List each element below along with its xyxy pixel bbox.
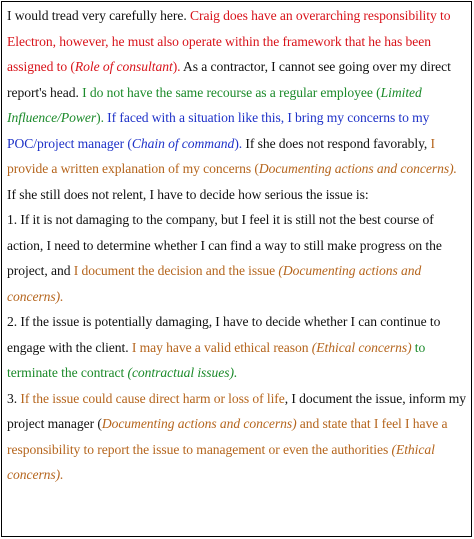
text-segment: As a contractor, I cannot see going over my direct report's head. [7,59,451,100]
text-segment: (Ethical concerns). [7,441,435,482]
paragraph-item-1 [7,207,469,309]
text-segment: and state that I feel I have a responsibility to report the issue to management or even the authorities [7,416,448,457]
text-segment: 3. [7,390,21,406]
text-segment: Role of consultant [74,59,173,74]
text-segment: If she does not respond favorably, [242,135,431,151]
text-segment: (Documenting actions and concerns). [7,263,422,304]
text-segment: I provide a written explanation of my concerns ( [7,135,436,176]
paragraph-intro [7,3,469,207]
text-segment: (Ethical concerns) [311,339,412,355]
text-segment: If the issue could cause direct harm or loss of life [20,390,285,406]
text-segment: 2. If the issue is potentially damaging, I have to decide whether I can continue to engage with the client. [7,314,441,355]
text-segment: (contractual issues). [127,365,238,380]
paragraph-item-2 [7,309,469,386]
text-segment: ). [96,110,104,125]
text-segment: ). [172,59,181,74]
text-segment: Chain of command [131,135,235,151]
text-segment: , I document the issue, inform my project manager ( [7,390,467,431]
document-frame [1,1,472,537]
text-segment: I document the decision and the issue [73,263,279,278]
text-segment: I do not have the same recourse as a regular employee ( [82,84,381,100]
text-segment: ). [234,135,243,151]
text-segment: 1. If it is not damaging to the company, but I feel it is still not the best course of action, I need to determine whether I can find a way to still make progress on the project, and [7,212,442,278]
text-segment: Limited Influence/Power [7,84,422,125]
text-segment: I would tread very carefully here. [7,8,190,23]
text-segment: Documenting actions and concerns) [101,416,297,431]
document-body [7,3,469,488]
text-segment: Documenting actions and concerns). [258,161,457,176]
text-segment: If she still does not relent, I have to decide how serious the issue is: [7,186,369,202]
text-segment: Craig does have an overarching responsibility to Electron, however, he must also operate within the framework that he has been assigned to ( [7,8,451,74]
paragraph-item-3 [7,386,469,488]
text-segment: If faced with a situation like this, I bring my concerns to my POC/project manager ( [7,110,430,151]
text-segment: to terminate the contract [7,339,426,380]
text-segment: I may have a valid ethical reason [131,339,312,355]
